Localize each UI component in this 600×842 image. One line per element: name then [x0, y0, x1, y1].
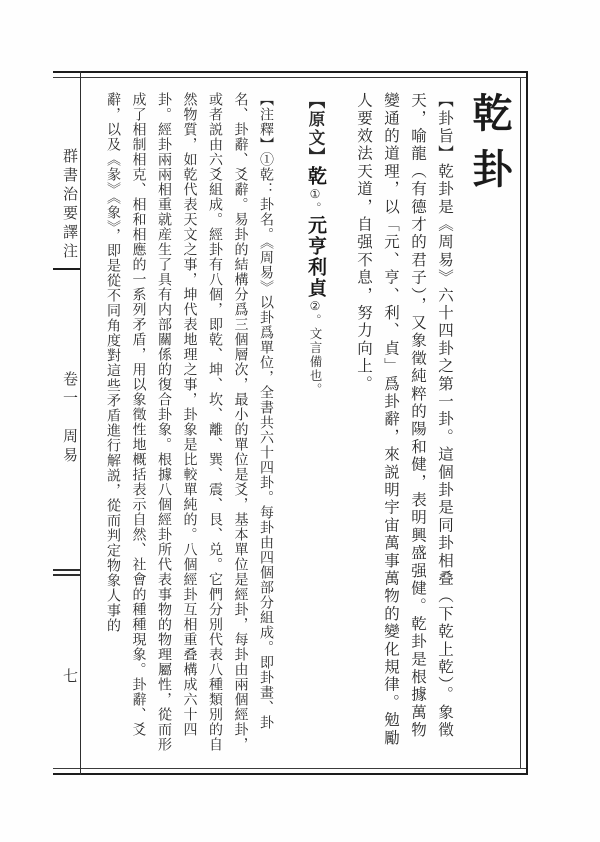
yuanwen-phrase-2: 元亨利貞: [305, 215, 326, 299]
yuanwen-phrase-1: 乾: [305, 166, 326, 187]
page-number: 七: [61, 667, 77, 687]
frame-border-top-inner: [53, 77, 528, 78]
book-title-vertical: 群書治要譯注: [61, 148, 77, 262]
frame-border-right-inner: [520, 77, 521, 769]
frame-border-bottom-inner: [53, 768, 528, 769]
sidebar-divider-1: [53, 268, 80, 270]
sidebar-divider-2-top: [53, 569, 80, 571]
frame-border-bottom-outer: [53, 773, 528, 775]
volume-label: 卷一 周易: [61, 370, 77, 466]
sidebar-divider-2-bottom: [53, 574, 80, 576]
chapter-title: 乾卦: [467, 92, 512, 204]
guazhi-paragraph: 【卦旨】乾卦是《周易》六十四卦之第一卦。這個卦是同卦相叠（下乾上乾）。象徵天，喻龍（有德才的君子），又象徵純粹的陽和健，表明興盛强健。乾卦是根據萬物變通的道理，以「元、亨、利、貞」爲卦辭，來説明宇宙萬事萬物的變化規律。勉勵人要效法天道，自强不息，努力向上。: [355, 92, 453, 747]
zhushi-paragraph: 【注釋】①乾：卦名。《周易》以卦爲單位，全書共六十四卦。每卦由四個部分組成。即卦畫、卦名、卦辭、爻辭。易卦的結構分爲三個層次，最小的單位是爻，基本單位是經卦，每卦由兩個經卦，或者説由六爻組成。經卦有八個，即乾、坤、坎、離、巽、震、艮、兑。它們分別代表八種類別的自然物質，如乾代表天文之事，坤代表地理之事，卦象是比較單純的。八個經卦互相重叠構成六十四卦。經卦兩兩相重就産生了具有内部關係的復合卦象。根據八個經卦所代表事物的物理屬性，從而形成了相制相克、相和相應的一系列矛盾，用以象徵性地概括表示自然、社會的種種現象。卦辭、爻辭，以及《彖》《象》，即是從不同角度對這些矛盾進行解説，從而判定物象人事的: [105, 92, 273, 752]
yuanwen-paragraph: [300, 92, 330, 755]
yuanwen-ref-1: ①。: [308, 187, 322, 215]
main-content: [86, 92, 516, 755]
frame-border-right-outer: [526, 71, 528, 775]
yuanwen-header: 【原文】: [306, 92, 325, 166]
sidebar-main-divider: [80, 71, 81, 775]
frame-border-top-outer: [53, 71, 528, 73]
yuanwen-ref-2: ②。: [308, 299, 322, 327]
yuanwen-note: 文言備也。: [308, 327, 322, 397]
